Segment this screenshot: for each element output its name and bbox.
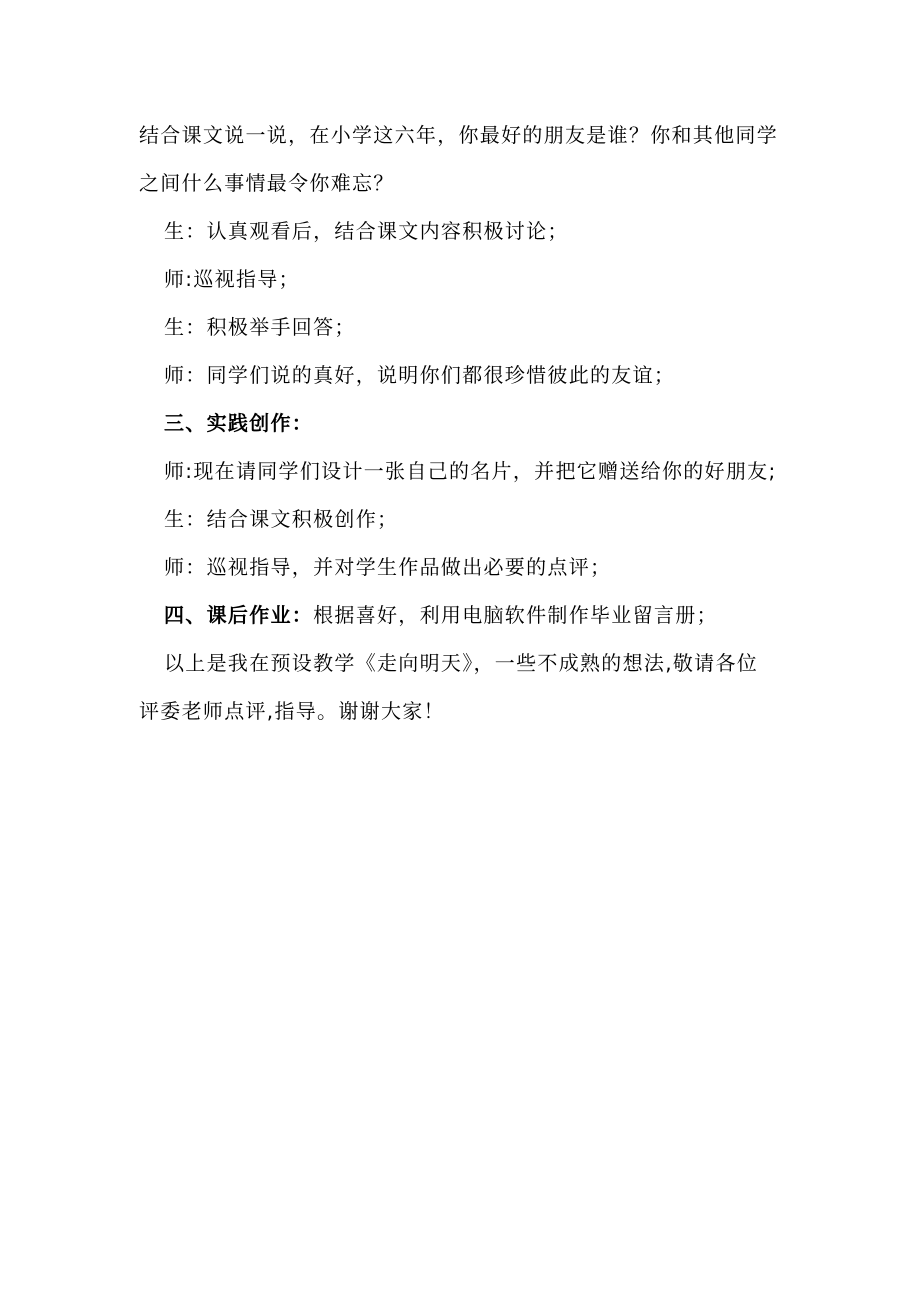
section-heading-practice: 三、实践创作：: [164, 411, 314, 435]
paragraph-question-line-1: 结合课文说一说，在小学这六年，你最好的朋友是谁？你和其他同学: [139, 123, 778, 147]
homework-line: [164, 601, 718, 629]
section-heading-homework: 四、课后作业：: [164, 603, 314, 627]
paragraph-question-line-2: 之间什么事情最令你难忘？: [139, 171, 395, 195]
teacher-review-line: 师：巡视指导，并对学生作品做出必要的点评；: [164, 555, 612, 579]
homework-text: 根据喜好，利用电脑软件制作毕业留言册；: [313, 603, 718, 627]
teacher-praise-line: 师：同学们说的真好，说明你们都很珍惜彼此的友谊；: [164, 363, 676, 387]
teacher-task-line: 师:现在请同学们设计一张自己的名片，并把它赠送给你的好朋友;: [164, 459, 777, 483]
teacher-guidance-line: 师:巡视指导；: [164, 267, 300, 291]
student-discussion-line: 生：认真观看后，结合课文内容积极讨论；: [164, 219, 569, 243]
closing-line-1: 以上是我在预设教学《走向明天》，一些不成熟的想法,敬请各位: [164, 651, 759, 675]
closing-line-2: 评委老师点评,指导。谢谢大家！: [139, 699, 445, 723]
student-create-line: 生：结合课文积极创作；: [164, 507, 399, 531]
student-answer-line: 生：积极举手回答；: [164, 315, 356, 339]
